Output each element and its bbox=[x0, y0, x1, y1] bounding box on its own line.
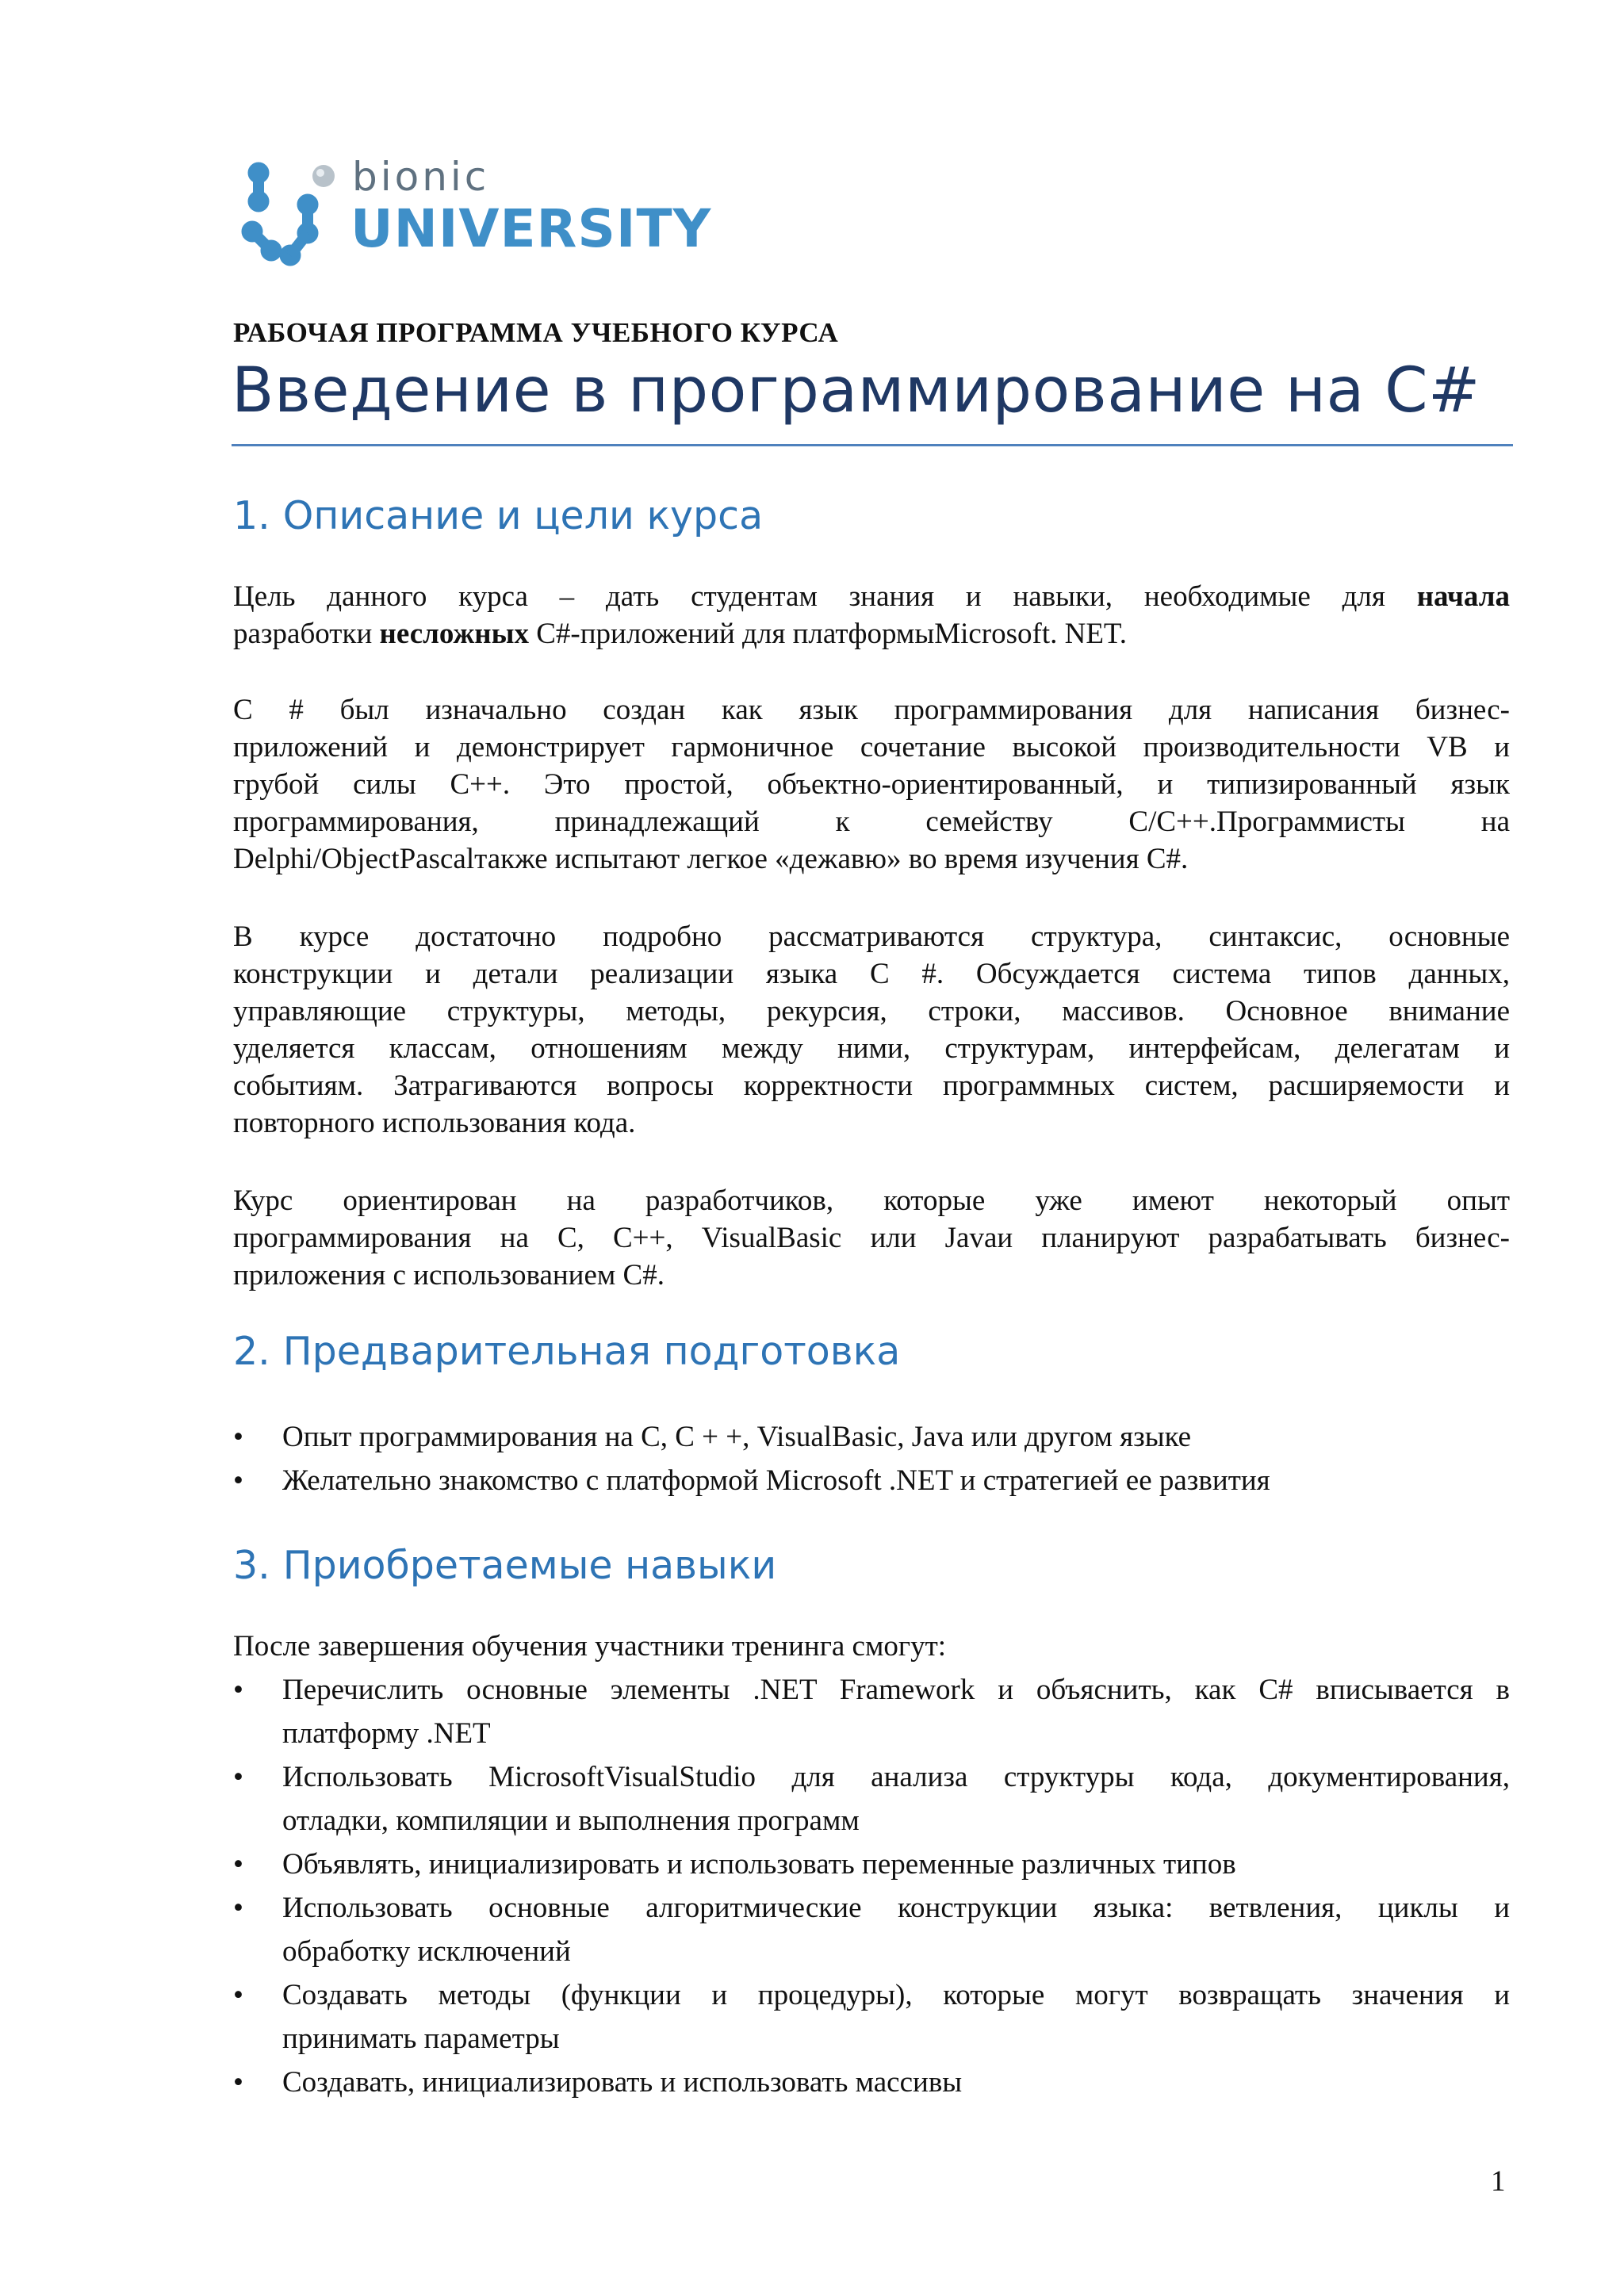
logo-small-text: bionic bbox=[352, 154, 490, 200]
text-line: приложений и демонстрирует гармоничное сочетание высокой производительности VB и bbox=[233, 731, 1510, 763]
bullet-icon: • bbox=[233, 2066, 243, 2099]
section-heading-3 bbox=[233, 1543, 776, 1588]
list-item bbox=[233, 2061, 1510, 2104]
section-heading-2 bbox=[233, 1329, 900, 1374]
bullet-icon: • bbox=[233, 1421, 243, 1453]
text-line: повторного использования кода. bbox=[233, 1107, 636, 1139]
bullet-icon: • bbox=[233, 1892, 243, 1924]
list-item bbox=[233, 1886, 1510, 1973]
bionic-university-logo bbox=[235, 147, 712, 282]
bullet-icon: • bbox=[233, 1674, 243, 1706]
section-number: 3. bbox=[233, 1543, 270, 1588]
list-item-text: Объявлять, инициализировать и использовать переменные различных типов bbox=[282, 1848, 1236, 1881]
paragraph-4 bbox=[233, 1182, 1510, 1294]
text-line: программирования на С, С++, VisualBasic или Javaи планируют разрабатывать бизнес- bbox=[233, 1222, 1510, 1254]
text-line: событиям. Затрагиваются вопросы корректности программных систем, расширяемости и bbox=[233, 1070, 1510, 1102]
section-heading-1 bbox=[233, 493, 763, 538]
list-item bbox=[233, 1415, 1510, 1459]
section-title: Предварительная подготовка bbox=[282, 1329, 901, 1374]
section-title: Приобретаемые навыки bbox=[282, 1543, 777, 1588]
list-item-text: Желательно знакомство с платформой Microsoft .NET и стратегией ее развития bbox=[282, 1464, 1270, 1497]
list-item-text: Использовать основные алгоритмические конструкции языка: ветвления, циклы и bbox=[282, 1892, 1510, 1924]
list-item-text: Перечислить основные элементы .NET Framework и объяснить, как С# вписывается в bbox=[282, 1674, 1510, 1706]
skills-list bbox=[233, 1668, 1510, 2104]
list-item-text: Использовать MicrosoftVisualStudio для анализа структуры кода, документирования, bbox=[282, 1761, 1510, 1793]
prerequisites-list bbox=[233, 1415, 1510, 1502]
list-item-text: обработку исключений bbox=[282, 1935, 571, 1968]
document-kicker: РАБОЧАЯ ПРОГРАММА УЧЕБНОГО КУРСА bbox=[233, 317, 839, 348]
text-line: Цель данного курса – дать студентам знания и навыки, необходимые для начала bbox=[233, 580, 1510, 613]
list-item bbox=[233, 1668, 1510, 1755]
list-item-text: отладки, компиляции и выполнения программ bbox=[282, 1804, 860, 1837]
document-title: Введение в программирование на С# bbox=[232, 355, 1480, 427]
section-number: 1. bbox=[233, 493, 270, 538]
text-line: разработки несложных С#-приложений для платформыMicrosoft. NET. bbox=[233, 618, 1128, 650]
bullet-icon: • bbox=[233, 1979, 243, 2011]
section-number: 2. bbox=[233, 1329, 270, 1374]
text-line: грубой силы С++. Это простой, объектно-ориентированный, и типизированный язык bbox=[233, 768, 1510, 801]
page-number: 1 bbox=[1491, 2165, 1506, 2198]
list-item-text: платформу .NET bbox=[282, 1717, 491, 1750]
paragraph-3 bbox=[233, 918, 1510, 1142]
section-title: Описание и цели курса bbox=[282, 493, 764, 538]
text-line: уделяется классам, отношениям между ними, структурам, интерфейсам, делегатам и bbox=[233, 1032, 1510, 1065]
list-item bbox=[233, 1973, 1510, 2061]
title-underline bbox=[232, 444, 1513, 446]
bionic-molecule-icon bbox=[235, 154, 346, 273]
logo-big-text: UNIVERSITY bbox=[350, 198, 712, 259]
text-line: управляющие структуры, методы, рекурсия, строки, массивов. Основное внимание bbox=[233, 995, 1510, 1027]
skills-intro: После завершения обучения участники тренинга смогут: bbox=[233, 1630, 947, 1663]
list-item-text: Создавать, инициализировать и использовать массивы bbox=[282, 2066, 963, 2099]
text-line: Курс ориентирован на разработчиков, которые уже имеют некоторый опыт bbox=[233, 1184, 1510, 1217]
list-item bbox=[233, 1755, 1510, 1843]
list-item-text: принимать параметры bbox=[282, 2022, 560, 2055]
bold-text: начала bbox=[1416, 580, 1510, 613]
list-item-text: Опыт программирования на С, С + +, VisualBasic, Java или другом языке bbox=[282, 1421, 1192, 1453]
paragraph-2 bbox=[233, 691, 1510, 878]
bullet-icon: • bbox=[233, 1848, 243, 1881]
bullet-icon: • bbox=[233, 1464, 243, 1497]
list-item bbox=[233, 1843, 1510, 1886]
text-line: Delphi/ObjectPascalтакже испытают легкое «дежавю» во время изучения С#. bbox=[233, 843, 1189, 875]
text-line: конструкции и детали реализации языка С #. Обсуждается система типов данных, bbox=[233, 958, 1510, 990]
text-line: программирования, принадлежащий к семейству С/С++.Программисты на bbox=[233, 806, 1510, 838]
bullet-icon: • bbox=[233, 1761, 243, 1793]
list-item-text: Создавать методы (функции и процедуры), которые могут возвращать значения и bbox=[282, 1979, 1510, 2011]
bold-text: несложных bbox=[379, 618, 529, 650]
text-line: В курсе достаточно подробно рассматриваются структура, синтаксис, основные bbox=[233, 920, 1510, 953]
text-line: С # был изначально создан как язык программирования для написания бизнес- bbox=[233, 694, 1510, 726]
text-line: приложения с использованием С#. bbox=[233, 1259, 665, 1292]
list-item bbox=[233, 1459, 1510, 1502]
paragraph-1 bbox=[233, 578, 1510, 652]
